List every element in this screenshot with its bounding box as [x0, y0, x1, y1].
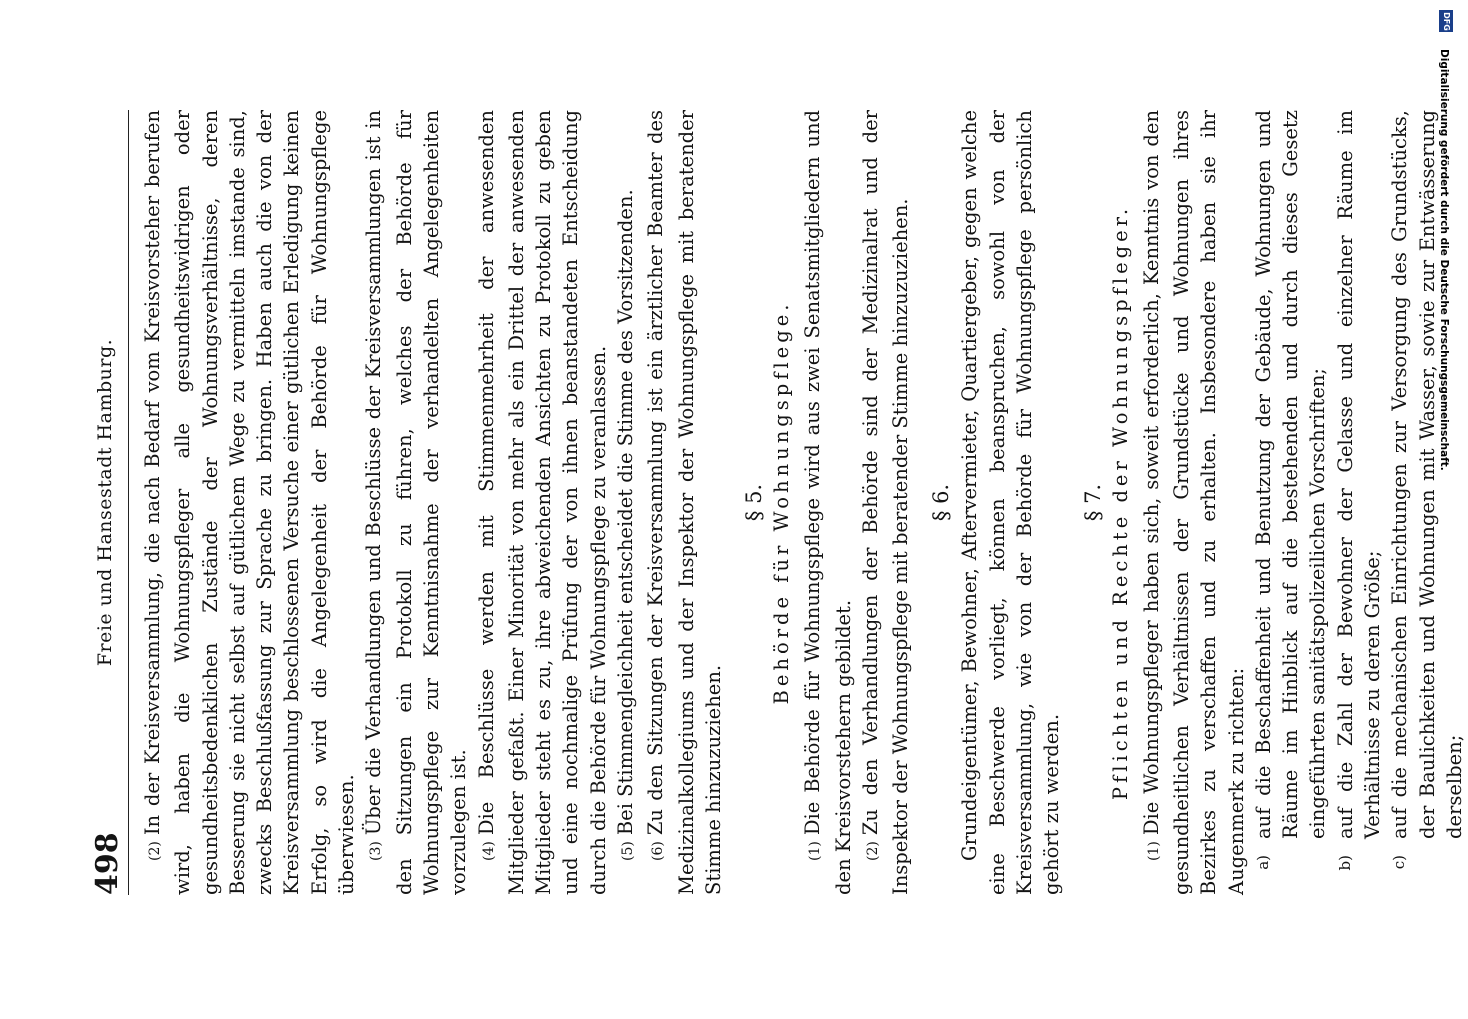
- list-item-marker: a): [1253, 855, 1272, 870]
- paragraph: [642, 110, 727, 895]
- section-title: Pflichten und Rechte der Wohnungspfleger.: [1108, 204, 1132, 801]
- paragraph: [799, 110, 857, 895]
- section-number: § 5.: [742, 483, 767, 522]
- paragraph-text: Die Wohnungspfleger haben sich, soweit erforderlich, Kenntnis von den gesundheitlichen Verhältnissen der Grundstücke und Wohnungen ihres Bezirkes zu verschaffen und zu erhalten. Insbesondere haben sie ihr Augenmerk zu richten:: [1139, 110, 1248, 895]
- paragraph: [473, 110, 612, 895]
- paragraph-number: (2): [147, 841, 163, 861]
- list-item-text: auf die Beschaffenheit und Benutzung der Gebäude, Wohnungen und Räume im Hinblick auf die bestehenden und durch dieses Gesetz eingeführten sanitätspolizeilichen Vorschriften;: [1251, 110, 1330, 839]
- paragraph-text: Grundeigentümer, Bewohner, Aftervermieter, Quartiergeber, gegen welche eine Beschwerde vorliegt, können beanspruchen, sowohl von der Kreisversammlung, wie von der Behörde für Wohnungspflege persönlich gehört zu werden.: [958, 110, 1064, 895]
- paragraph-text: Zu den Sitzungen der Kreisversammlung ist ein ärztlicher Beamter des Medizinalkollegiums und der Inspektor der Wohnungspflege mit beratender Stimme hinzuzuziehen.: [644, 110, 725, 895]
- paragraph: [360, 110, 472, 895]
- paragraph: [139, 110, 360, 895]
- page-header: [90, 110, 129, 895]
- list-item: [1250, 110, 1332, 895]
- paragraph: [1138, 110, 1250, 895]
- list-item: [1332, 110, 1387, 895]
- section-title: Behörde für Wohnungspflege.: [770, 300, 794, 705]
- running-head: Freie und Hansestadt Hamburg.: [94, 338, 116, 667]
- paragraph: [956, 110, 1065, 895]
- paragraph-number: (2): [864, 841, 881, 861]
- paragraph-number: (3): [368, 841, 385, 861]
- paragraph-number: (5): [620, 841, 637, 861]
- page-number: 498: [90, 832, 125, 895]
- paragraph-text: Zu den Verhandlungen der Behörde sind der Medizinalrat und der Inspektor der Wohnungspflege mit beratender Stimme hinzuzuziehen.: [858, 110, 913, 895]
- list-item-text: auf die mechanischen Einrichtungen zur Versorgung des Grundstücks, der Baulichkeiten und Wohnungen mit Wasser, sowie zur Entwässerung derselben;: [1388, 110, 1466, 839]
- paragraph: [857, 110, 915, 895]
- paragraph-number: (6): [650, 841, 667, 861]
- paragraph-number: (4): [480, 841, 497, 861]
- paragraph-text: Die Beschlüsse werden mit Stimmenmehrheit der anwesenden Mitglieder gefaßt. Einer Minorität von mehr als ein Drittel der anwesenden Mitglieder steht es zu, ihre abweichenden Ansichten zu Protokoll zu geben und eine nochmalige Prüfung der von ihnen beanstandeten Entscheidung durch die Behörde für Wohnungspflege zu veranlassen.: [474, 110, 610, 895]
- list-item-marker: b): [1335, 855, 1354, 871]
- section-number: § 6.: [929, 483, 954, 522]
- section-number: § 7.: [1080, 483, 1105, 522]
- paragraph-number: (1): [1145, 841, 1162, 861]
- paragraph-text: Über die Verhandlungen und Beschlüsse der Kreisversammlungen ist in den Sitzungen ein Protokoll zu führen, welches der Behörde für Wohnungspflege zur Kenntnisnahme der verhandelten Angelegenheiten vorzulegen ist.: [362, 110, 471, 895]
- paragraph: [612, 110, 642, 895]
- list-item-text: auf die Zahl der Bewohner der Gelasse und einzelner Räume im Verhältnisse zu deren Größe;: [1333, 110, 1384, 839]
- digitization-strip: [1439, 8, 1453, 998]
- paragraph-text: In der Kreisversammlung, die nach Bedarf vom Kreisvorsteher berufen wird, haben die Wohnungspfleger alle gesundheitswidrigen oder gesundheitsbedenklichen Zustände der Wohnungsverhältnisse, deren Besserung sie nicht selbst auf gütlichem Wege zu vermitteln imstande sind, zwecks Beschlußfassung zur Sprache zu bringen. Haben auch die von der Kreisversammlung beschlossenen Versuche einer gütlichen Erledigung keinen Erfolg, so wird die Angelegenheit der Behörde für Wohnungspflege überwiesen.: [141, 110, 359, 895]
- digitization-note: Digitalisierung gefördert durch die Deutsche Forschungsgemeinschaft.: [1438, 49, 1450, 471]
- list-item-marker: c): [1390, 855, 1409, 870]
- paragraph-text: Bei Stimmengleichheit entscheidet die Stimme des Vorsitzenden.: [614, 189, 638, 836]
- body-text: [139, 110, 1468, 895]
- paragraph-number: (1): [807, 841, 824, 861]
- dfg-logo: DFG: [1439, 10, 1453, 32]
- paragraph-text: Die Behörde für Wohnungspflege wird aus zwei Senatsmitgliedern und den Kreisvorstehern gebildet.: [801, 110, 855, 895]
- list-item: [1386, 110, 1468, 895]
